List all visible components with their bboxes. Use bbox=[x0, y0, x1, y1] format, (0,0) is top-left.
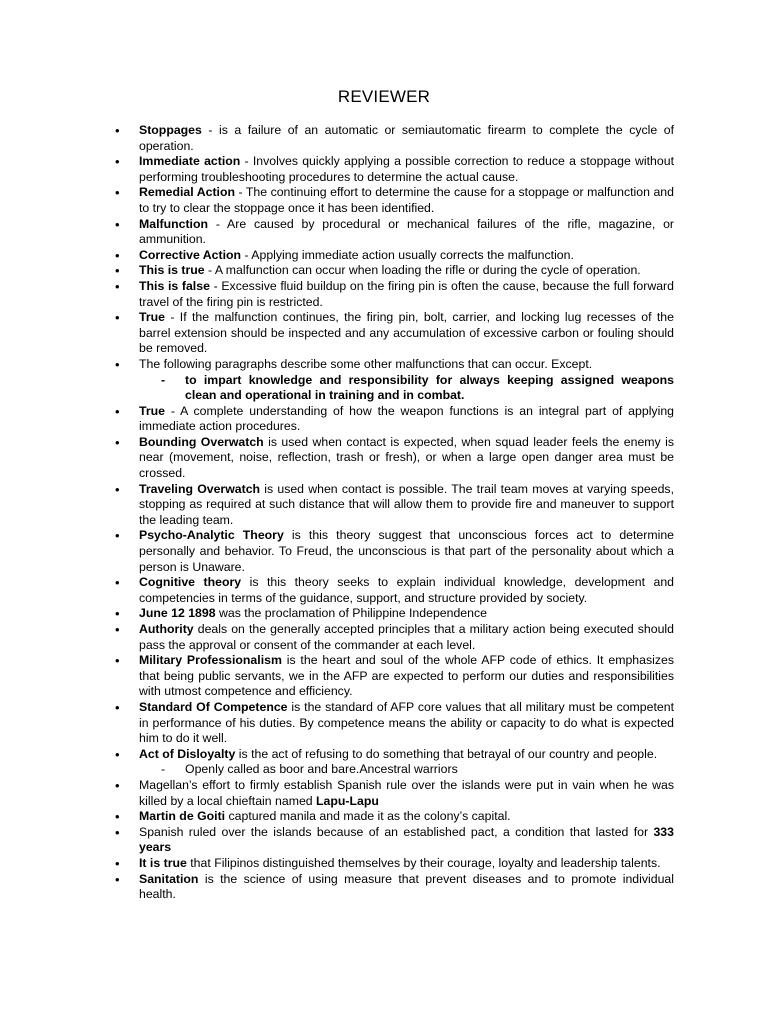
item-term: Immediate action bbox=[139, 154, 241, 169]
list-item bbox=[139, 404, 674, 435]
item-text: The following paragraphs describe some other malfunctions that can occur. Except. bbox=[139, 356, 593, 371]
item-term: Authority bbox=[139, 622, 194, 636]
list-item bbox=[139, 248, 674, 264]
list-item bbox=[139, 435, 674, 482]
list-item bbox=[139, 653, 674, 700]
item-text: is the act of refusing to do something that betrayal of our country and people. bbox=[235, 746, 658, 761]
item-text: is used when contact is possible. The trail team moves at varying speeds, stopping as required at such distance that will allow them to provide fire and maneuver to support the leading team. bbox=[139, 481, 674, 527]
item-term: Bounding Overwatch bbox=[139, 434, 264, 449]
item-term: Traveling Overwatch bbox=[139, 481, 261, 496]
item-term: It is true bbox=[139, 855, 187, 870]
list-item bbox=[139, 279, 674, 310]
item-text: Magellan’s effort to firmly establish Spanish rule over the islands were put in vain when he was killed by a local chieftain named bbox=[139, 777, 674, 808]
list-item bbox=[139, 622, 674, 653]
item-text: - Excessive fluid buildup on the firing pin is often the cause, because the full forward travel of the firing pin is restricted. bbox=[139, 278, 674, 309]
sub-item-text: to impart knowledge and responsibility for always keeping assigned weapons clean and operational in training and in combat. bbox=[185, 372, 674, 403]
list-item bbox=[139, 856, 674, 872]
list-item bbox=[139, 357, 674, 404]
item-text: Spanish ruled over the islands because of an established pact, a condition that lasted for bbox=[139, 824, 654, 839]
item-term: Remedial Action bbox=[139, 185, 235, 200]
item-text: is this theory seeks to explain individual knowledge, development and competencies in terms of the guidance, support, and structure provided by society. bbox=[139, 575, 674, 605]
item-text: is the standard of AFP core values that all military must be competent in performance of his duties. By competence means the ability or capacity to do what is expected him to do it well. bbox=[139, 699, 674, 746]
item-term: Standard Of Competence bbox=[139, 699, 288, 714]
item-term: Sanitation bbox=[139, 871, 199, 886]
item-term: This is false bbox=[139, 278, 210, 293]
item-text: - If the malfunction continues, the firing pin, bolt, carrier, and locking lug recesses of the barrel extension should be inspected and any accumulation of excessive carbon or fouling should be removed. bbox=[139, 310, 674, 356]
list-item bbox=[139, 700, 674, 747]
list-item bbox=[139, 217, 674, 248]
item-text: - Involves quickly applying a possible correction to reduce a stoppage without performing troubleshooting procedures to determine the actual cause. bbox=[139, 154, 674, 184]
list-item bbox=[139, 825, 674, 856]
reviewer-list bbox=[139, 123, 674, 903]
item-text: captured manila and made it as the colony’s capital. bbox=[225, 809, 511, 824]
item-text: - Are caused by procedural or mechanical failures of the rifle, magazine, or ammunition. bbox=[139, 216, 674, 247]
item-text: - A malfunction can occur when loading the rifle or during the cycle of operation. bbox=[204, 263, 641, 278]
item-term: Corrective Action bbox=[139, 247, 242, 262]
item-text: - A complete understanding of how the weapon functions is an integral part of applying immediate action procedures. bbox=[139, 403, 674, 434]
list-item bbox=[139, 809, 674, 825]
item-term: 333 years bbox=[139, 824, 674, 855]
item-text: deals on the generally accepted principles that a military action being executed should pass the approval or consent of the commander at each level. bbox=[139, 622, 674, 652]
sub-item bbox=[139, 762, 674, 778]
item-term: Psycho-Analytic Theory bbox=[139, 528, 284, 543]
list-item bbox=[139, 528, 674, 575]
item-term: Act of Disloyalty bbox=[139, 746, 236, 761]
list-item bbox=[139, 263, 674, 279]
item-text: - Applying immediate action usually corrects the malfunction. bbox=[241, 247, 574, 262]
sub-list bbox=[139, 373, 674, 404]
dash-marker: - bbox=[161, 762, 166, 777]
page-title: REVIEWER bbox=[337, 87, 431, 106]
item-term: Military Professionalism bbox=[139, 653, 282, 668]
item-term: Cognitive theory bbox=[139, 575, 242, 590]
item-text: was the proclamation of Philippine Independence bbox=[215, 606, 487, 621]
item-term: Stoppages bbox=[139, 123, 202, 137]
item-text: that Filipinos distinguished themselves by their courage, loyalty and leadership talents. bbox=[186, 855, 661, 870]
list-item bbox=[139, 778, 674, 809]
item-term: This is true bbox=[139, 263, 205, 278]
item-term: June 12 1898 bbox=[139, 606, 216, 621]
list-item bbox=[139, 154, 674, 185]
item-text: is the heart and soul of the whole AFP code of ethics. It emphasizes that being public servants, we in the AFP are expected to perform our duties and responsibilities with utmost competence and efficiency. bbox=[139, 653, 675, 699]
sub-item bbox=[139, 373, 674, 404]
list-item bbox=[139, 606, 674, 622]
list-item bbox=[139, 575, 674, 606]
item-term: Martin de Goiti bbox=[139, 809, 226, 824]
sub-item-text: Openly called as boor and bare.Ancestral warriors bbox=[185, 762, 458, 777]
item-term: True bbox=[139, 310, 165, 325]
item-text: - The continuing effort to determine the cause for a stoppage or malfunction and to try to clear the stoppage once it has been identified. bbox=[139, 185, 674, 215]
item-term: True bbox=[139, 403, 165, 418]
dash-marker: - bbox=[161, 372, 166, 387]
item-text: is used when contact is expected, when squad leader feels the enemy is near (movement, noise, reflection, trash or fresh), or when a large open danger area must be crossed. bbox=[139, 434, 674, 481]
item-term: Lapu-Lapu bbox=[316, 793, 379, 808]
list-item bbox=[139, 482, 674, 529]
item-text: - is a failure of an automatic or semiautomatic firearm to complete the cycle of operation. bbox=[139, 123, 674, 153]
list-item bbox=[139, 310, 674, 357]
list-item bbox=[139, 185, 674, 216]
list-item bbox=[139, 123, 674, 154]
item-text: is the science of using measure that prevent diseases and to promote individual health. bbox=[139, 871, 674, 902]
list-item bbox=[139, 872, 674, 903]
sub-list bbox=[139, 762, 674, 778]
item-term: Malfunction bbox=[139, 216, 208, 231]
list-item bbox=[139, 747, 674, 778]
item-text: is this theory suggest that unconscious forces act to determine personally and behavior. To Freud, the unconscious is that part of the personality about which a person is Unaware. bbox=[139, 528, 674, 574]
